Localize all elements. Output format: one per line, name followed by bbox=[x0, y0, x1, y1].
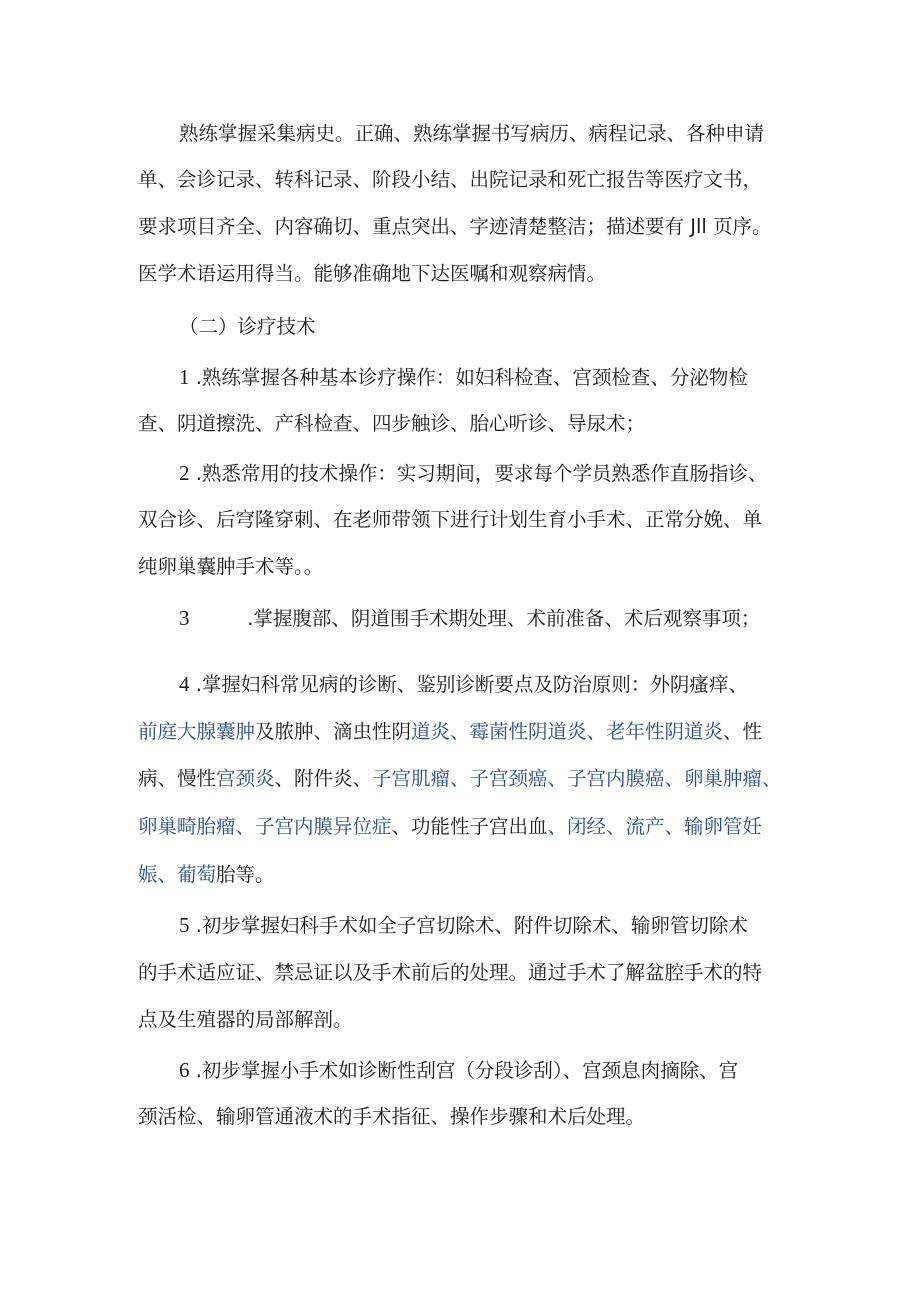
item-text: .初步掌握小手术如诊断性刮宫（分段诊刮）、宫颈息肉摘除、宫 bbox=[195, 1059, 739, 1082]
list-item-3 bbox=[179, 604, 760, 633]
text-run: 、性 bbox=[723, 720, 763, 743]
item-number: 6 bbox=[179, 1058, 190, 1082]
list-item-1 bbox=[179, 363, 748, 392]
paragraph-line: 纯卵巢囊肿手术等。。 bbox=[138, 555, 324, 578]
item-text: .熟练掌握各种基本诊疗操作：如妇科检查、宫颈检查、分泌物检 bbox=[195, 366, 748, 389]
term-link[interactable]: 前庭大腺囊肿 bbox=[138, 720, 256, 743]
text-run: 、功能性子宫出血 bbox=[391, 815, 548, 838]
paragraph-line: 查、阴道擦洗、产科检查、四步触诊、胎心听诊、导尿术； bbox=[138, 412, 646, 435]
paragraph-line: 点及生殖器的局部解剖。 bbox=[138, 1008, 353, 1031]
term-link[interactable]: 卵巢畸胎瘤、子宫内膜异位症 bbox=[138, 815, 392, 838]
item-text: .掌握腹部、阴道围手术期处理、术前准备、术后观察事项； bbox=[247, 607, 761, 630]
paragraph-line: 要求项目齐全、内容确切、重点突出、字迹清楚整洁；描述要有 Jll 页序。 bbox=[138, 215, 772, 238]
paragraph-line bbox=[138, 718, 762, 746]
term-link[interactable]: 道炎、霉菌性阴道炎、老年性阴道炎 bbox=[411, 720, 724, 743]
paragraph-line: 双合诊、后穹隆穿刺、在老师带领下进行计划生育小手术、正常分娩、单 bbox=[138, 508, 763, 531]
paragraph-line: 颈活检、输卵管通液术的手术指征、操作步骤和术后处理。 bbox=[138, 1105, 646, 1128]
item-number: 5 bbox=[179, 913, 190, 937]
item-number: 4 bbox=[179, 672, 190, 696]
text-run: 胎等。 bbox=[216, 863, 275, 886]
list-item-4 bbox=[179, 670, 748, 699]
item-number: 3 bbox=[179, 606, 190, 630]
item-number: 1 bbox=[179, 365, 190, 389]
text-run: 及脓肿、滴虫性阴 bbox=[255, 720, 412, 743]
list-item-6 bbox=[179, 1056, 738, 1085]
item-number: 2 bbox=[179, 461, 190, 485]
term-link[interactable]: 娠、葡萄 bbox=[138, 863, 217, 886]
paragraph-line: 熟练掌握采集病史。正确、熟练掌握书写病历、病程记录、各种申请 bbox=[179, 122, 765, 145]
text-run: 病、慢性 bbox=[138, 767, 217, 790]
paragraph-line bbox=[138, 861, 275, 889]
item-text: .初步掌握妇科手术如全子宫切除术、附件切除术、输卵管切除术 bbox=[195, 914, 748, 937]
list-item-2 bbox=[179, 459, 767, 488]
paragraph-line: 单、会诊记录、转科记录、阶段小结、出院记录和死亡报告等医疗文书， bbox=[138, 168, 763, 191]
paragraph-line bbox=[138, 813, 762, 841]
text-run: 、附件炎、 bbox=[274, 767, 373, 790]
paragraph-line: 的手术适应证、禁忌证以及手术前后的处理。通过手术了解盆腔手术的特 bbox=[138, 961, 763, 984]
list-item-5 bbox=[179, 911, 748, 940]
section-heading: （二）诊疗技术 bbox=[179, 315, 316, 338]
term-link[interactable]: 子宫肌瘤、子宫颈癌、子宫内膜癌、卵巢肿瘤、 bbox=[372, 767, 782, 790]
term-link[interactable]: 、闭经、流产、输卵管妊 bbox=[547, 815, 763, 838]
item-text: .熟悉常用的技术操作：实习期间，要求每个学员熟悉作直肠指诊、 bbox=[195, 462, 768, 485]
paragraph-line: 医学术语运用得当。能够准确地下达医嘱和观察病情。 bbox=[138, 262, 607, 285]
term-link[interactable]: 宫颈炎 bbox=[216, 767, 275, 790]
paragraph-line bbox=[138, 765, 782, 793]
item-text: .掌握妇科常见病的诊断、鉴别诊断要点及防治原则：外阴瘙痒、 bbox=[195, 673, 748, 696]
